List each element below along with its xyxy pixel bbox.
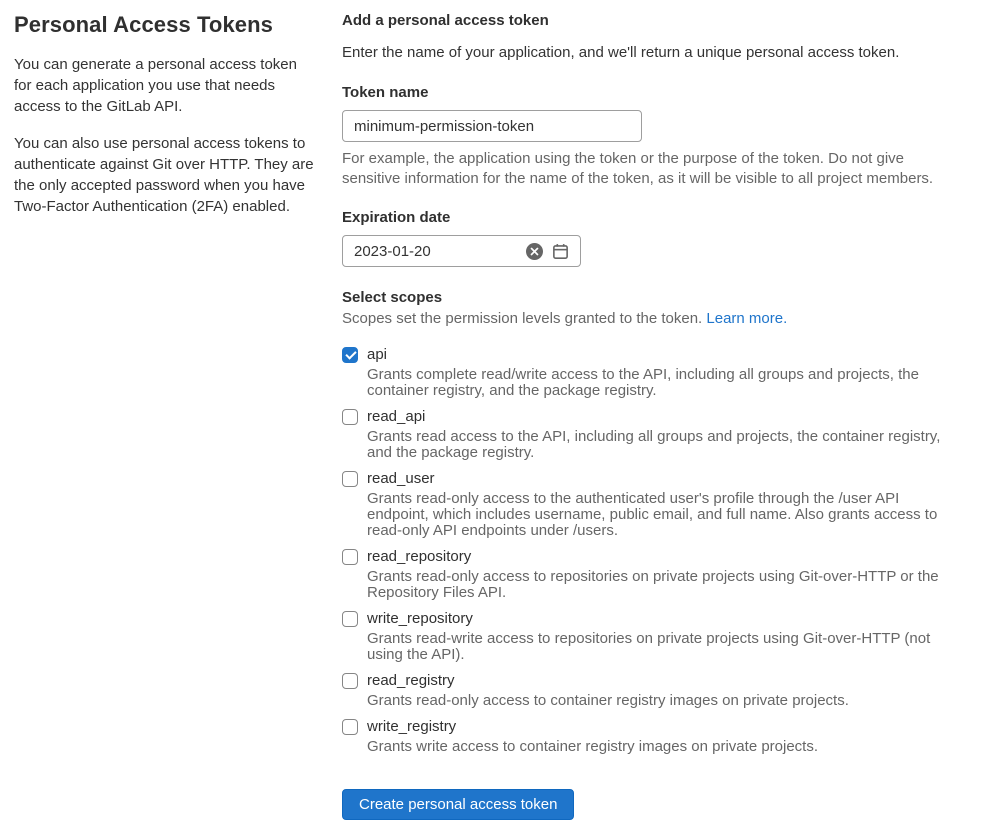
scope-body xyxy=(367,548,962,601)
token-name-label: Token name xyxy=(342,84,429,101)
scope-description-read-registry: Grants read-only access to container registry images on private projects. xyxy=(367,692,849,709)
scope-checkbox-read-repository[interactable] xyxy=(342,549,358,565)
intro-paragraph-2: You can also use personal access tokens to authenticate against Git over HTTP. They are the only accepted password when you have Two-Factor Authentication (2FA) enabled. xyxy=(14,135,314,215)
scope-row-read-repository xyxy=(342,548,962,601)
scope-body xyxy=(367,346,962,399)
intro-paragraph-1: You can generate a personal access token for each application you use that needs access to the GitLab API. xyxy=(14,56,297,115)
scope-description-read-repository: Grants read-only access to repositories on private projects using Git-over-HTTP or the Repository Files API. xyxy=(367,568,939,601)
scope-body xyxy=(367,470,962,539)
scope-name-read-user[interactable]: read_user xyxy=(367,470,435,487)
scope-description-write-registry: Grants write access to container registry images on private projects. xyxy=(367,738,819,755)
token-name-input[interactable] xyxy=(342,110,642,142)
scope-name-read-registry[interactable]: read_registry xyxy=(367,672,455,689)
scope-name-api[interactable]: api xyxy=(367,346,388,363)
form-subheading: Enter the name of your application, and we'll return a unique personal access token. xyxy=(342,44,900,61)
scope-checkbox-write-registry[interactable] xyxy=(342,719,358,735)
scope-description-read-api: Grants read access to the API, including all groups and projects, the container registry, and the package registry. xyxy=(367,428,941,461)
scope-row-api xyxy=(342,346,962,399)
scope-checkbox-read-api[interactable] xyxy=(342,409,358,425)
create-token-button[interactable]: Create personal access token xyxy=(342,789,574,820)
scope-body xyxy=(367,610,962,663)
page-description-column xyxy=(14,12,314,820)
clear-date-icon[interactable] xyxy=(525,242,543,260)
scope-checkbox-api[interactable] xyxy=(342,347,358,363)
expiration-date-group xyxy=(342,209,962,267)
scope-name-read-repository[interactable]: read_repository xyxy=(367,548,472,565)
scope-description-api: Grants complete read/write access to the API, including all groups and projects, the container registry, and the package registry. xyxy=(367,366,919,399)
calendar-icon[interactable] xyxy=(551,242,569,260)
scope-row-read-user xyxy=(342,470,962,539)
expiration-date-input[interactable] xyxy=(342,235,581,267)
scope-row-read-registry xyxy=(342,672,962,709)
expiration-date-field xyxy=(342,235,581,267)
expiration-date-label: Expiration date xyxy=(342,209,451,226)
form-heading: Add a personal access token xyxy=(342,12,549,29)
scope-body xyxy=(367,672,849,709)
scope-row-write-repository xyxy=(342,610,962,663)
scope-description-write-repository: Grants read-write access to repositories on private projects using Git-over-HTTP (not using the API). xyxy=(367,630,931,663)
scope-row-read-api xyxy=(342,408,962,461)
scopes-help-text xyxy=(342,310,962,327)
scope-name-read-api[interactable]: read_api xyxy=(367,408,426,425)
add-token-form xyxy=(342,12,962,820)
token-name-help: For example, the application using the token or the purpose of the token. Do not give sensitive information for the name of the token, as it will be visible to all project members. xyxy=(342,150,934,187)
scope-name-write-repository[interactable]: write_repository xyxy=(367,610,473,627)
scope-body xyxy=(367,408,962,461)
scopes-help-span: Scopes set the permission levels granted to the token. xyxy=(342,310,703,327)
scope-description-read-user: Grants read-only access to the authenticated user's profile through the /user API endpoint, which includes username, public email, and full name. Also grants access to read-only API endpoints under /users. xyxy=(367,490,938,539)
scope-row-write-registry xyxy=(342,718,962,755)
scope-body xyxy=(367,718,818,755)
scope-name-write-registry[interactable]: write_registry xyxy=(367,718,457,735)
learn-more-link[interactable]: Learn more. xyxy=(706,310,788,327)
page-title: Personal Access Tokens xyxy=(14,12,273,37)
scope-checkbox-read-registry[interactable] xyxy=(342,673,358,689)
select-scopes-label: Select scopes xyxy=(342,289,443,306)
scopes-group xyxy=(342,289,962,755)
scope-checkbox-read-user[interactable] xyxy=(342,471,358,487)
scope-checkbox-write-repository[interactable] xyxy=(342,611,358,627)
